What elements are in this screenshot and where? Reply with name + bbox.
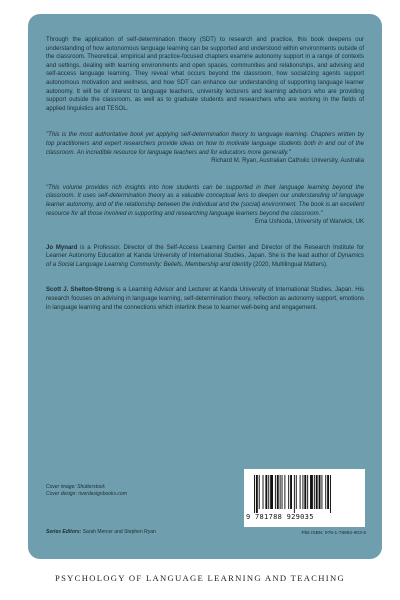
series-editors <box>46 528 156 537</box>
barcode-bar <box>294 475 295 513</box>
barcode-bar <box>330 475 331 513</box>
bio-text: is a Learning Advisor and Lecturer at Kanda University of International Studies, Japan. His research focuses on advising in language learning, self-determination theory, reflection as autonomy support, emotions in language learning and the connections which interlink these to learner well-being and engagement. <box>46 287 365 311</box>
barcode <box>244 469 365 527</box>
barcode-bar <box>256 475 258 513</box>
cover-design-credit: Cover design: riverdesignbooks.com <box>46 491 127 497</box>
back-cover-panel <box>28 14 382 559</box>
series-editors-label: Series Editors: <box>46 529 82 535</box>
endorsement-1 <box>46 131 364 165</box>
barcode-bar <box>304 475 306 509</box>
bio-text: (2020, Multilingual Matters). <box>251 261 328 268</box>
barcode-bar <box>259 475 260 509</box>
barcode-bars <box>254 475 358 513</box>
book-blurb: Through the application of self-determination theory (SDT) to research and practice, this book deepens our understanding of how autonomous language learning can be supported and understood within environments outside of the classroom. Theoretical, empirical and practice-focused chapters examine autonomy support in a range of contexts and settings, dealing with learning environments and open spaces, communities and relationships, and advising and self-access language learning. They reveal what occurs beyond the classroom, how socializing agents support autonomous motivation and wellness, and how SDT can enhance our understanding of supporting language learner autonomy. It will be of interest to language teachers, university lecturers and learning advisors who are providing support outside the classroom, as well as to graduate students and researchers who are working in the fields of applied linguistics and TESOL. <box>46 37 364 112</box>
barcode-bar <box>300 475 301 509</box>
series-title: PSYCHOLOGY OF LANGUAGE LEARNING AND TEACHING <box>55 573 345 583</box>
barcode-bar <box>290 475 292 509</box>
endorsement-attribution: Ema Ushioda, University of Warwick, UK <box>255 219 364 226</box>
barcode-bar <box>254 475 255 513</box>
series-editors-names: Sarah Mercer and Stephen Ryan <box>82 529 156 535</box>
barcode-bar <box>327 475 329 509</box>
bio-text: is a Professor, Director of the Self-Access Learning Center and Director of the Research Institute for Learner Autonomy Education at Kanda University of International Studies, Japan. She is the lead author of <box>46 244 364 260</box>
cover-image-credit: Cover image: Shutterstock <box>46 484 105 490</box>
barcode-bar <box>268 475 269 509</box>
barcode-bar <box>321 475 322 509</box>
cover-credits <box>46 484 127 498</box>
endorsement-text: "This is the most authoritative book yet applying self-determination theory to language learning. Chapters written by top practitioners and expert researchers provide ideas on how to motivate language students both in and out of the classroom. An incredible resource for language teachers and for educators more generally." <box>46 132 364 156</box>
barcode-bar <box>277 475 279 509</box>
barcode-bar <box>325 475 326 509</box>
author-name: Scott J. Shelton-Strong <box>46 287 115 294</box>
barcode-bar <box>282 475 283 509</box>
barcode-bar <box>302 475 303 509</box>
isbn-label: Pbk ISBN: 978-1-78892-903-5 <box>301 531 366 536</box>
barcode-bar <box>270 475 273 509</box>
barcode-bar <box>307 475 308 509</box>
author-bio-shelton-strong <box>46 286 364 312</box>
barcode-bar <box>284 475 285 509</box>
author-bio-mynard <box>46 244 364 270</box>
author-name: Jo Mynard <box>46 244 78 251</box>
barcode-bar <box>263 475 264 509</box>
barcode-bar <box>288 475 289 509</box>
barcode-bar <box>316 475 318 509</box>
barcode-bar <box>296 475 297 509</box>
barcode-bar <box>314 475 315 509</box>
barcode-bar <box>280 475 281 509</box>
barcode-bar <box>310 475 313 509</box>
endorsement-2 <box>46 184 364 227</box>
endorsement-attribution: Richard M. Ryan, Australian Catholic University, Australia <box>211 158 364 165</box>
barcode-bar <box>265 475 267 509</box>
barcode-bar <box>319 475 321 509</box>
barcode-bar <box>275 475 276 509</box>
book-title: Dynamics of a Social Language Learning Community: Beliefs, Membership and Identity <box>46 253 364 268</box>
endorsement-text: "This volume provides rich insights into how students can be supported in their language learning beyond the classroom. It uses self-determination theory as a valuable conceptual lens to deepen our understanding of language learner autonomy, and of the relationship between the individual and the (social) environment. The book is an excellent resource for all those involved in supporting and researching language learners beyond the classroom." <box>46 184 364 217</box>
barcode-digits: 9 781788 929035 <box>246 513 314 521</box>
